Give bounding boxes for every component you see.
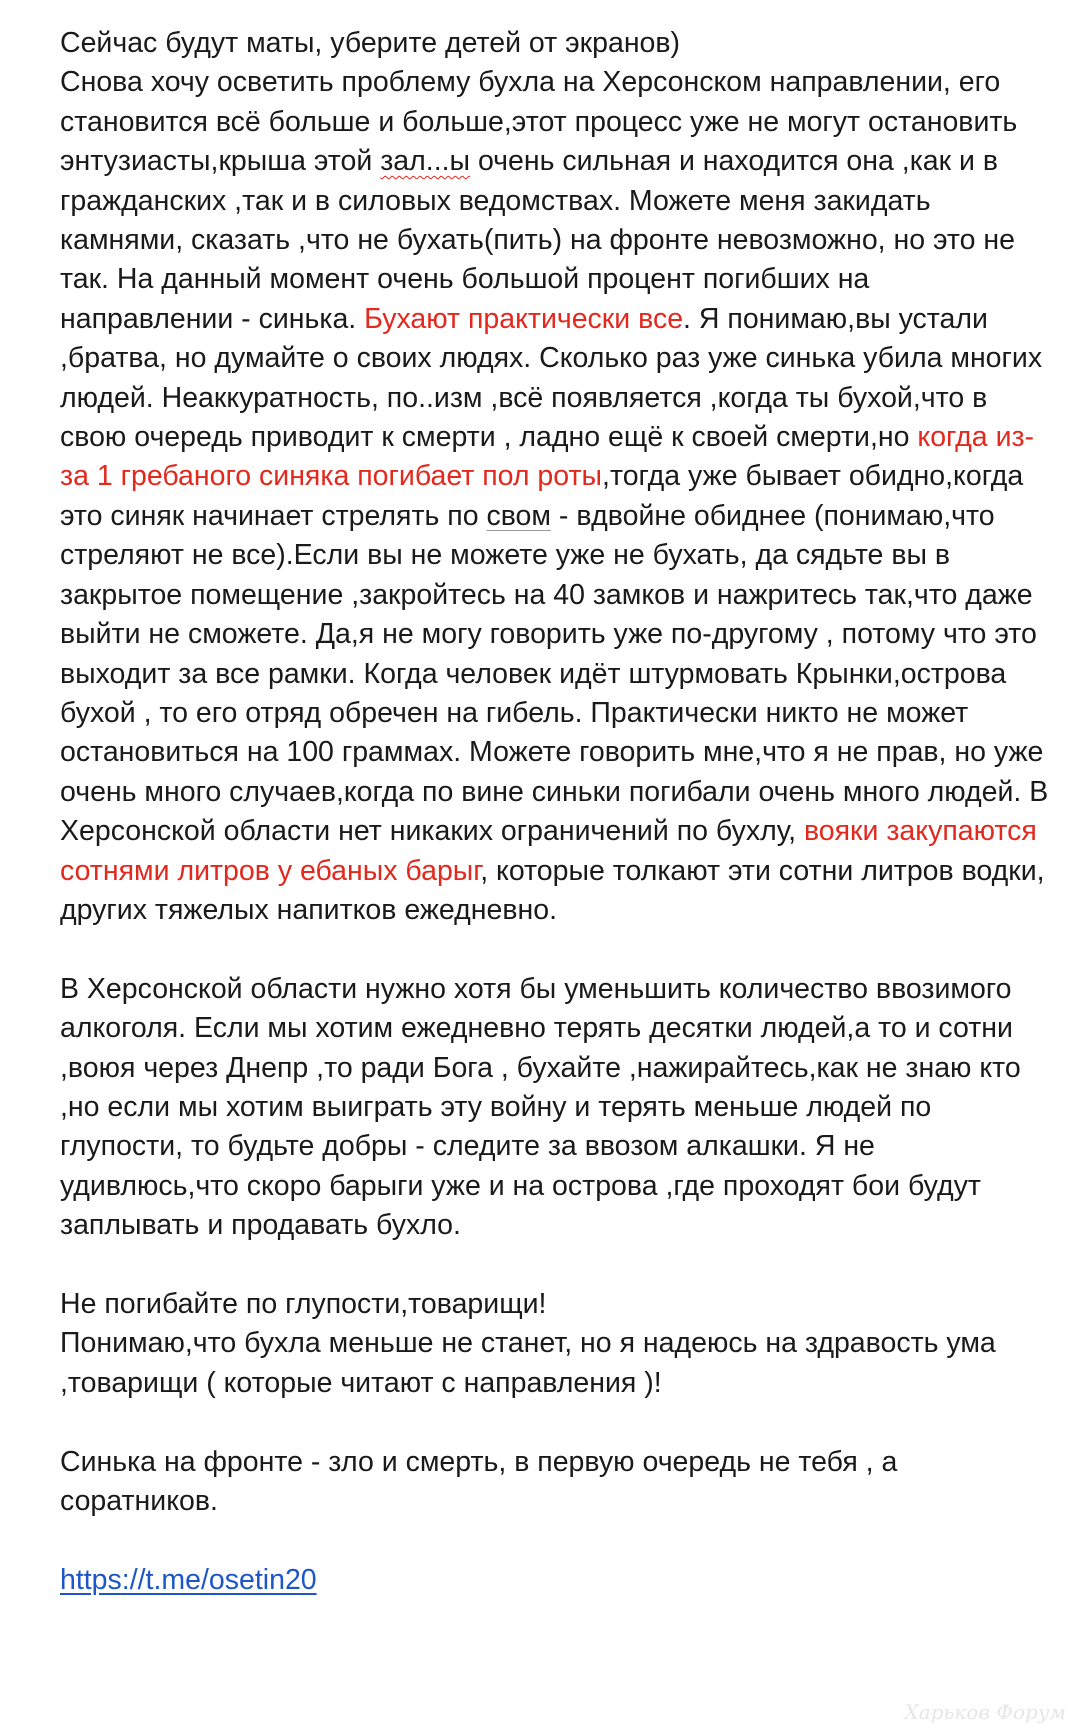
highlight-text: вояки закупаются сотнями литров у ебаных барыг [60,815,1037,887]
telegram-link[interactable]: https://t.me/osetin20 [60,1563,317,1596]
paragraph-conclusion: Синька на фронте - зло и смерть, в первую очередь не тебя , а соратников. [60,1445,898,1517]
appeal-line: Не погибайте по глупости,товарищи! [60,1287,547,1320]
post-body [60,24,1050,1600]
paragraph-main [60,24,1050,930]
highlight-text: когда из-за 1 гребаного синяка погибает пол роты [60,421,1035,493]
text-segment: Снова хочу осветить проблему бухла на Херсонском направлении, его становится всё больше и больше,этот процесс уже не могут остановить энтузиасты,крыша этой [60,66,1018,178]
paragraph-appeal [60,1285,1050,1403]
spellcheck-word: зал...ы [380,145,471,178]
highlight-text: Бухают практически все [364,302,684,335]
text-segment: очень сильная и находится она ,как и в гражданских ,так и в силовых ведомствах. Можете меня закидать камнями, сказать ,что не бухать(пить) на фронте невозможно, но это не так. На данный момент очень большой процент погибших на направлении - синька. [60,145,1016,335]
paragraph-kherson: В Херсонской области нужно хотя бы уменьшить количество ввозимого алкоголя. Если мы хотим ежедневно терять десятки людей,а то и сотни ,воюя через Днепр ,то ради Бога , бухайте ,нажирайтесь,как не знаю кто ,но если мы хотим выиграть эту войну и терять меньше людей по глупости, то будьте добры - следите за ввозом алкашки. Я не удивлюсь,что скоро барыги уже и на острова ,где проходят бои будут заплывать и продавать бухло. [60,972,1021,1242]
forum-watermark: Харьков Форум [904,1700,1066,1724]
appeal-line: Понимаю,что бухла меньше не станет, но я надеюсь на здравость ума ,товарищи ( которые читают с направления )! [60,1327,996,1399]
spellcheck-word: свом [486,499,551,532]
link-paragraph [60,1561,1050,1600]
text-segment: - вдвойне обиднее (понимаю,что стреляют не все).Если вы не можете уже не бухать, да сядьте вы в закрытое помещение ,закройтесь на 40 замков и нажритесь так,что даже выйти не сможете. Да,я не могу говорить уже по-другому , потому что это выходит за все рамки. Когда человек идёт штурмовать Крынки,острова бухой , то его отряд обречен на гибель. Практически никто не может остановиться на 100 граммах. Можете говорить мне,что я не прав, но уже очень много случаев,когда по вине синьки погибали очень много людей. В Херсонской области нет никаких ограничений по бухлу, [60,499,1049,848]
text-segment: ,тогда уже бывает обидно,когда это синяк начинает стрелять по [60,460,1024,532]
text-segment: . Я понимаю,вы устали ,братва, но думайте о своих людях. Сколько раз уже синька убила многих людей. Неаккуратность, по..изм ,всё появляется ,когда ты бухой,что в свою очередь приводит к смерти , ладно ещё к своей смерти,но [60,302,1043,454]
text-segment: , которые толкают эти сотни литров водки, других тяжелых напитков ежедневно. [60,854,1045,926]
warning-line: Сейчас будут маты, уберите детей от экранов) [60,27,681,59]
